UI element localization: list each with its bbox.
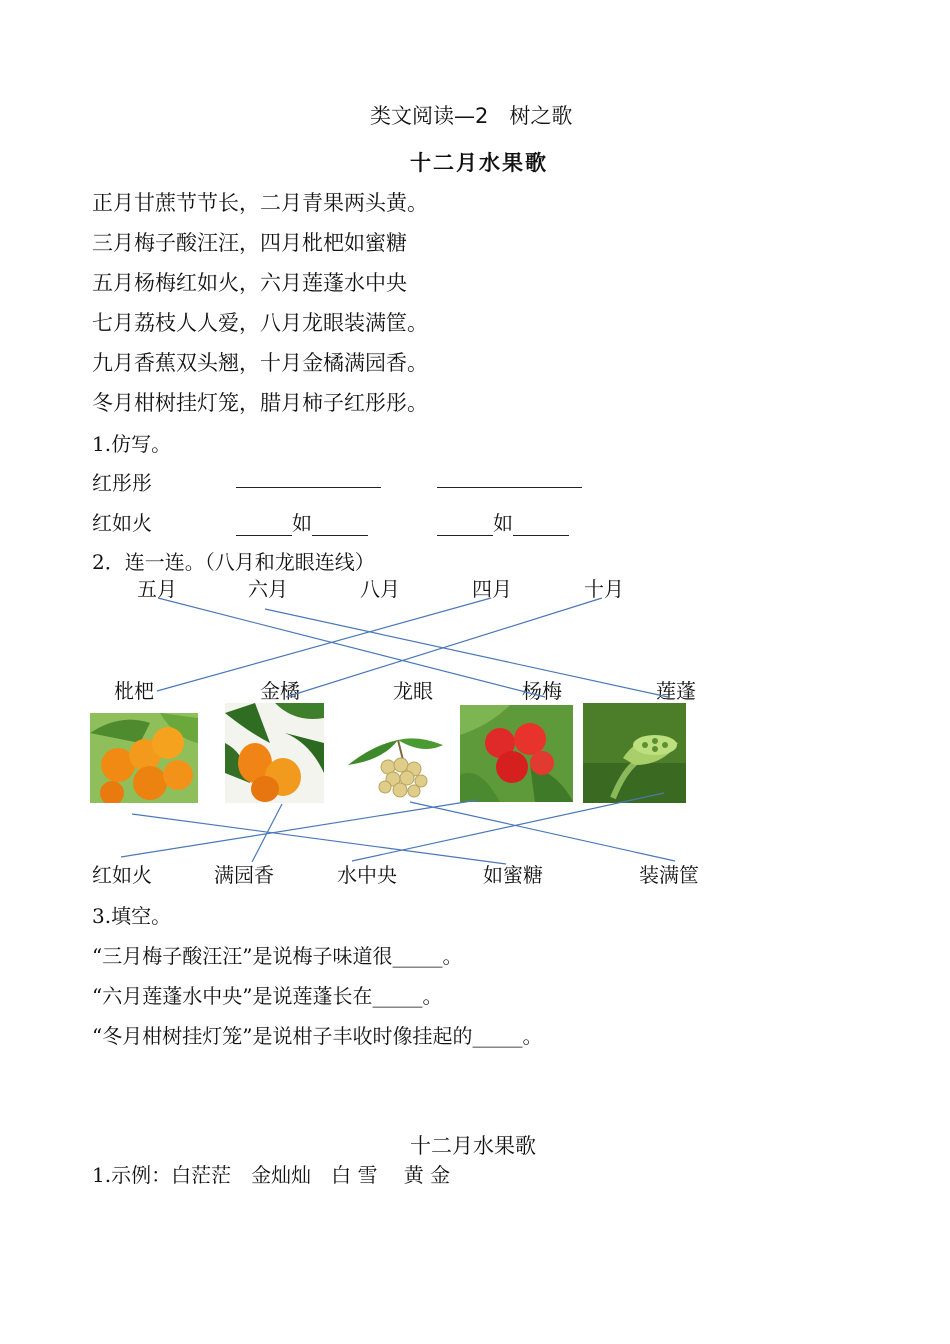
q2-hint: （八月和龙眼连线） xyxy=(204,550,375,574)
longan-image xyxy=(343,725,447,803)
q3-item: “六月莲蓬水中央”是说莲蓬长在_____。 xyxy=(92,984,443,1008)
kumquat-image xyxy=(225,703,324,803)
poem-line: 五月杨梅红如火，六月莲蓬水中央 xyxy=(92,271,407,295)
q1-row2-label: 红如火 xyxy=(92,511,152,535)
q3-item: “三月梅子酸汪汪”是说梅子味道很_____。 xyxy=(92,944,463,968)
q1-blank[interactable] xyxy=(236,515,292,536)
poem-line: 正月甘蔗节节长，二月青果两头黄。 xyxy=(92,191,428,215)
q1-label: 1.仿写。 xyxy=(92,432,172,456)
q3-label: 3.填空。 xyxy=(92,904,172,928)
poem-line: 冬月柑树挂灯笼，腊月柿子红彤彤。 xyxy=(92,391,428,415)
match-line xyxy=(157,598,491,691)
month-label: 四月 xyxy=(472,577,512,601)
month-label: 五月 xyxy=(137,577,177,601)
q1-blank[interactable] xyxy=(437,467,582,488)
loquat-image xyxy=(90,713,198,803)
fruit-label: 金橘 xyxy=(260,679,300,703)
document-title: 类文阅读—2 树之歌 xyxy=(370,104,573,128)
match-line xyxy=(132,814,506,864)
poem-line: 七月荔枝人人爱，八月龙眼装满筐。 xyxy=(92,311,428,335)
month-label: 八月 xyxy=(360,577,400,601)
q3-item: “冬月柑树挂灯笼”是说柑子丰收时像挂起的_____。 xyxy=(92,1024,543,1048)
answer-title: 十二月水果歌 xyxy=(410,1134,536,1158)
fruit-label: 莲蓬 xyxy=(656,679,696,703)
poem-line: 三月梅子酸汪汪，四月枇杷如蜜糖 xyxy=(92,231,407,255)
q1-ru-group xyxy=(437,507,569,536)
phrase-label: 如蜜糖 xyxy=(483,863,543,887)
bayberry-image xyxy=(460,705,573,802)
match-line xyxy=(121,800,478,857)
month-label: 十月 xyxy=(584,577,624,601)
q1-ru-group xyxy=(236,507,368,536)
q1-blank[interactable] xyxy=(437,515,493,536)
match-line xyxy=(410,802,675,861)
q1-blank[interactable] xyxy=(236,467,381,488)
match-line xyxy=(352,793,664,861)
poem-title: 十二月水果歌 xyxy=(410,151,548,175)
fruit-label: 杨梅 xyxy=(522,679,562,703)
phrase-label: 水中央 xyxy=(337,863,397,887)
q1-blank[interactable] xyxy=(312,515,368,536)
phrase-label: 满园香 xyxy=(214,863,274,887)
match-line xyxy=(158,598,545,697)
q1-blank[interactable] xyxy=(513,515,569,536)
q1-row1-label: 红彤彤 xyxy=(92,471,152,495)
match-line xyxy=(252,804,282,862)
answer-line: 1.示例：白茫茫 金灿灿 白 雪 黄 金 xyxy=(92,1163,451,1187)
fruit-label: 枇杷 xyxy=(114,679,154,703)
fruit-label: 龙眼 xyxy=(393,679,433,703)
phrase-label: 红如火 xyxy=(92,863,152,887)
match-line xyxy=(265,609,668,697)
lotus-pod-image xyxy=(583,703,686,803)
phrase-label: 装满筐 xyxy=(639,863,699,887)
q2-label: 2．连一连。 xyxy=(92,550,205,574)
month-label: 六月 xyxy=(248,577,288,601)
poem-line: 九月香蕉双头翘，十月金橘满园香。 xyxy=(92,351,428,375)
q1-ru: 如 xyxy=(493,511,513,535)
q2-label-group xyxy=(92,546,375,575)
q1-ru: 如 xyxy=(292,511,312,535)
